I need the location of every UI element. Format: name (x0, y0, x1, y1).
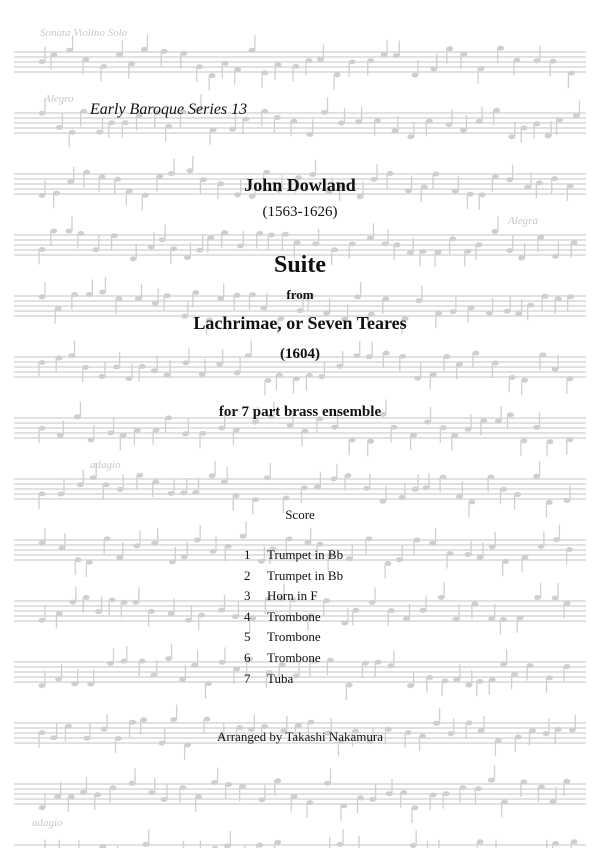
instrument-number: 6 (244, 649, 251, 665)
instrument-item (244, 627, 343, 648)
from-label: from (286, 287, 314, 302)
watermark-text-adagio: adagio (90, 459, 121, 471)
instrument-name: Trombone (267, 608, 321, 624)
instrument-item (244, 669, 343, 690)
instrument-item (244, 607, 343, 628)
instrument-number: 4 (244, 608, 251, 624)
instrument-name: Tuba (267, 670, 294, 686)
instrument-name: Trumpet in Bb (267, 567, 344, 583)
instrument-name: Trumpet in Bb (267, 547, 344, 562)
publication-year: (1604) (280, 346, 320, 362)
instrument-list (244, 545, 343, 689)
instrument-name: Trombone (267, 649, 321, 665)
composer-name: John Dowland (244, 175, 356, 195)
instrument-number: 3 (244, 588, 251, 604)
instrument-number: 5 (244, 629, 251, 645)
watermark-text-alegra: Alegra (508, 215, 538, 227)
source-work-title: Lachrimae, or Seven Teares (193, 313, 407, 333)
instrument-number: 1 (244, 547, 251, 562)
instrument-number: 2 (244, 567, 251, 583)
composer-dates: (1563-1626) (262, 204, 338, 220)
instrument-item (244, 545, 343, 566)
series-title: Early Baroque Series 13 (90, 101, 248, 118)
watermark-text-alegro: Alegro (44, 93, 74, 105)
ensemble-description: for 7 part brass ensemble (218, 404, 382, 420)
instrument-name: Trombone (267, 629, 321, 645)
arranger-credit: Arranged by Takashi Nakamura (217, 729, 383, 744)
work-title: Suite (273, 252, 326, 278)
instrument-item (244, 586, 343, 607)
instrument-name: Horn in F (267, 588, 318, 604)
instrument-number: 7 (244, 670, 251, 686)
instrument-item (244, 566, 343, 587)
watermark-text-adagio-bottom: adagio (32, 817, 63, 829)
watermark-text-sonata: Sonata Violino Solo (40, 27, 128, 39)
instrument-item (244, 648, 343, 669)
score-label: Score (285, 507, 315, 522)
